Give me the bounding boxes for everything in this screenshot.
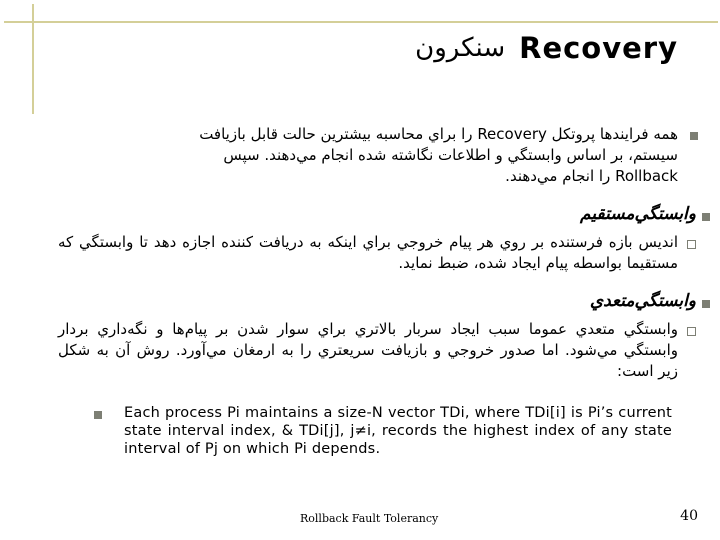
title-english: Recovery	[519, 31, 678, 65]
slide-footer: Rollback Fault Tolerancy	[300, 512, 439, 525]
bullet-2-heading: وابستگي‌مستقيم	[580, 204, 696, 224]
bullet-1-line-1: همه فرايندها پروتکل Recovery را براي محاسبه بيشترين حالت قابل بازيافت	[199, 125, 678, 143]
square-bullet-icon	[702, 300, 710, 308]
english-bullet-text: Each process Pi maintains a size-N vector TDi, where TDi[i] is Pi’s current state interval index, & TDi[j], j≠i, records the highest index of any state interval of Pj on which Pi depends.	[124, 405, 672, 457]
bullet-1-line-2: سيستم، بر اساس وابستگي و اطلاعات نگاشته شده انجام مي‌دهند. سپس	[223, 146, 678, 164]
slide-title	[415, 28, 678, 68]
title-persian: سنکرون	[415, 33, 506, 63]
square-bullet-icon	[94, 411, 102, 419]
hollow-square-bullet-icon	[687, 327, 696, 336]
frame-horizontal-line	[4, 21, 718, 23]
square-bullet-icon	[690, 132, 698, 140]
bullet-3-heading: وابستگي‌متعدي	[589, 291, 696, 311]
bullet-3-subtext: وابستگي متعدي عموما سبب ايجاد سربار بالاتري براي سوار شدن بر پيام‌ها و نگه‌داري بردار وابستگي مي‌شود. اما صدور خروجي و بازيافت سريعتري را به ارمغان مي‌آورد. روش آن به شکل زير است:	[58, 320, 678, 380]
hollow-square-bullet-icon	[687, 240, 696, 249]
page-number: 40	[680, 508, 698, 524]
bullet-1-line-3: Rollback را انجام مي‌دهند.	[505, 167, 678, 185]
bullet-1-text	[78, 124, 678, 187]
bullet-2-subtext: انديس بازه فرستنده بر روي هر پيام خروجي براي اينکه به دريافت کننده اجازه دهد تا وابستگي که مستقيما بواسطه پيام ايجاد شده، ضبط نمايد.	[58, 233, 678, 272]
square-bullet-icon	[702, 213, 710, 221]
